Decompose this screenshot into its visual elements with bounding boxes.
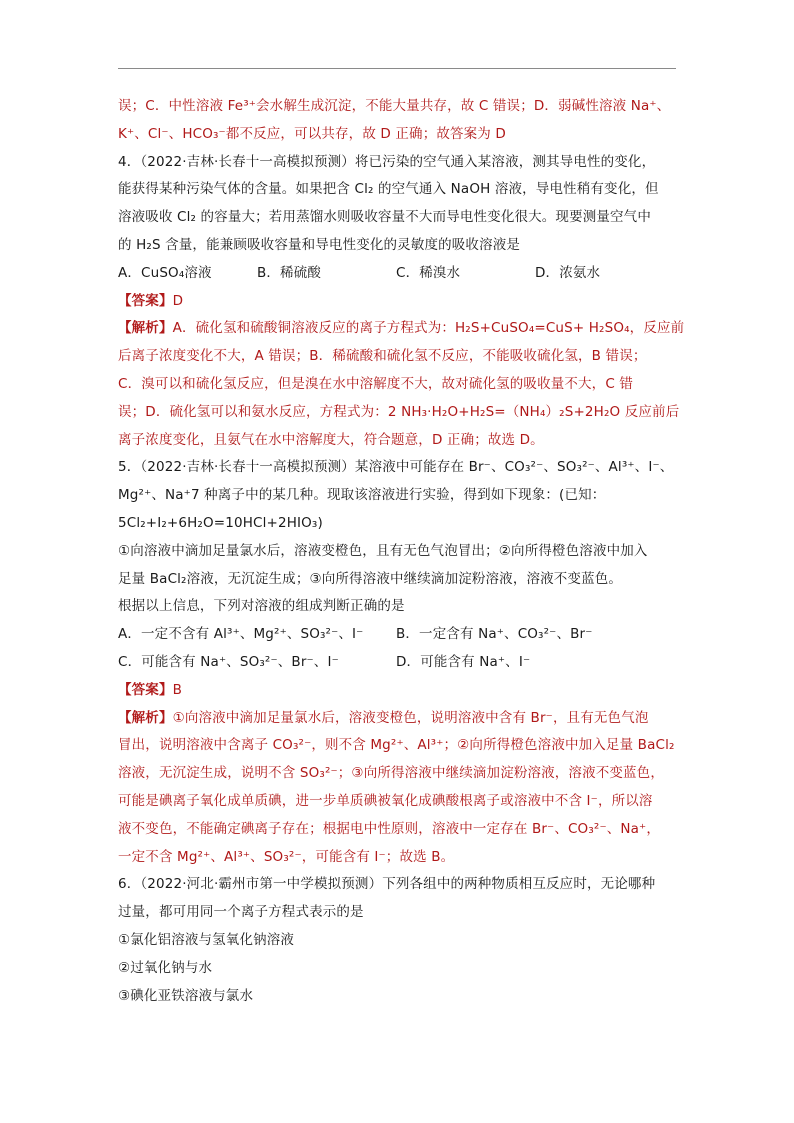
q5-stem-line: 足量 BaCl₂溶液，无沉淀生成；③向所得溶液中继续滴加淀粉溶液，溶液不变蓝色。: [118, 570, 623, 587]
q4-option-d: D．浓氨水: [535, 264, 601, 281]
q5-analysis-line: [118, 705, 676, 733]
q4-answer: [118, 288, 676, 316]
q4-option-b: B．稀硫酸: [257, 264, 322, 281]
q6-item: ②过氧化钠与水: [118, 959, 213, 976]
q4-analysis-line: 离子浓度变化，且氨气在水中溶解度大，符合题意，D 正确；故选 D。: [118, 431, 544, 448]
analysis-label: 【解析】: [118, 709, 173, 726]
prev-analysis-line: K⁺、Cl⁻、HCO₃⁻都不反应，可以共存，故 D 正确；故答案为 D: [118, 125, 506, 142]
analysis-text: A．硫化氢和硫酸铜溶液反应的离子方程式为：H₂S+CuSO₄=CuS+ H₂SO₄，反应前: [172, 320, 685, 337]
q6-item: ①氯化铝溶液与氢氧化钠溶液: [118, 931, 295, 948]
q5-option-b: B．一定含有 Na⁺、CO₃²⁻、Br⁻: [396, 626, 593, 643]
header-rule: [118, 68, 676, 69]
q5-options-row: [118, 621, 676, 649]
q4-stem-line: 的 H₂S 含量，能兼顾吸收容量和导电性变化的灵敏度的吸收溶液是: [118, 236, 521, 253]
q5-option-c: C．可能含有 Na⁺、SO₃²⁻、Br⁻、I⁻: [118, 653, 339, 670]
q5-analysis-line: 可能是碘离子氧化成单质碘，进一步单质碘被氧化成碘酸根离子或溶液中不含 I⁻，所以溶: [118, 792, 653, 809]
q4-analysis-line: 后离子浓度变化不大，A 错误；B．稀硫酸和硫化氢不反应，不能吸收硫化氢，B 错误；: [118, 348, 647, 365]
q6-stem-line: 6．（2022·河北·霸州市第一中学模拟预测）下列各组中的两种物质相互反应时，无论哪种: [118, 876, 656, 893]
q5-stem-line: Mg²⁺、Na⁺7 种离子中的某几种。现取该溶液进行实验，得到如下现象：(已知：: [118, 487, 606, 504]
q5-option-d: D．可能含有 Na⁺、I⁻: [396, 653, 531, 670]
q5-analysis-line: 溶液，无沉淀生成，说明不含 SO₃²⁻；③向所得溶液中继续滴加淀粉溶液，溶液不变蓝色，: [118, 765, 664, 782]
answer-label: 【答案】: [118, 681, 173, 698]
q4-analysis-line: C．溴可以和硫化氢反应，但是溴在水中溶解度不大，故对硫化氢的吸收量不大，C 错: [118, 375, 633, 392]
q4-option-c: C．稀溴水: [396, 264, 461, 281]
q4-stem-line: 4．（2022·吉林·长春十一高模拟预测）将已污染的空气通入某溶液，测其导电性的变化，: [118, 153, 656, 170]
q6-stem-line: 过量，都可用同一个离子方程式表示的是: [118, 904, 364, 921]
q5-stem-line: 5．（2022·吉林·长春十一高模拟预测）某溶液中可能存在 Br⁻、CO₃²⁻、SO₃²⁻、Al³⁺、I⁻、: [118, 459, 674, 476]
q4-analysis-line: [118, 315, 685, 343]
q4-stem-line: 溶液吸收 Cl₂ 的容量大；若用蒸馏水则吸收容量不大而导电性变化很大。现要测量空气中: [118, 209, 651, 226]
prev-analysis-line: 误；C．中性溶液 Fe³⁺会水解生成沉淀，不能大量共存，故 C 错误；D．弱碱性溶液 Na⁺、: [118, 98, 671, 114]
q4-options: [118, 260, 676, 288]
q5-option-a: A．一定不含有 Al³⁺、Mg²⁺、SO₃²⁻、I⁻: [118, 626, 364, 643]
q6-item: ③碘化亚铁溶液与氯水: [118, 987, 254, 1004]
q5-stem-line: 根据以上信息，下列对溶液的组成判断正确的是: [118, 598, 405, 615]
answer-value: B: [172, 681, 183, 698]
answer-value: D: [172, 292, 184, 309]
q5-answer: [118, 677, 676, 705]
document-body: [118, 93, 685, 1010]
analysis-label: 【解析】: [118, 320, 173, 337]
answer-label: 【答案】: [118, 292, 173, 309]
q4-option-a: A．CuSO₄溶液: [118, 264, 212, 281]
q5-analysis-line: 一定不含 Mg²⁺、Al³⁺、SO₃²⁻，可能含有 I⁻；故选 B。: [118, 848, 455, 865]
q5-analysis-line: 冒出，说明溶液中含离子 CO₃²⁻，则不含 Mg²⁺、Al³⁺；②向所得橙色溶液中加入足量 BaCl₂: [118, 737, 675, 754]
q4-analysis-line: 误；D．硫化氢可以和氨水反应，方程式为：2 NH₃·H₂O+H₂S=（NH₄）₂S+2H₂O 反应前后: [118, 403, 680, 420]
q5-analysis-line: 液不变色，不能确定碘离子存在；根据电中性原则，溶液中一定存在 Br⁻、CO₃²⁻、Na⁺，: [118, 820, 660, 837]
analysis-text: ①向溶液中滴加足量氯水后，溶液变橙色，说明溶液中含有 Br⁻，且有无色气泡: [172, 709, 649, 726]
q5-stem-line: 5Cl₂+I₂+6H₂O=10HCl+2HIO₃): [118, 514, 323, 531]
q5-stem-line: ①向溶液中滴加足量氯水后，溶液变橙色，且有无色气泡冒出；②向所得橙色溶液中加入: [118, 542, 648, 559]
q4-stem-line: 能获得某种污染气体的含量。如果把含 Cl₂ 的空气通入 NaOH 溶液，导电性稍有变化，但: [118, 181, 659, 198]
q5-options-row: [118, 649, 676, 677]
